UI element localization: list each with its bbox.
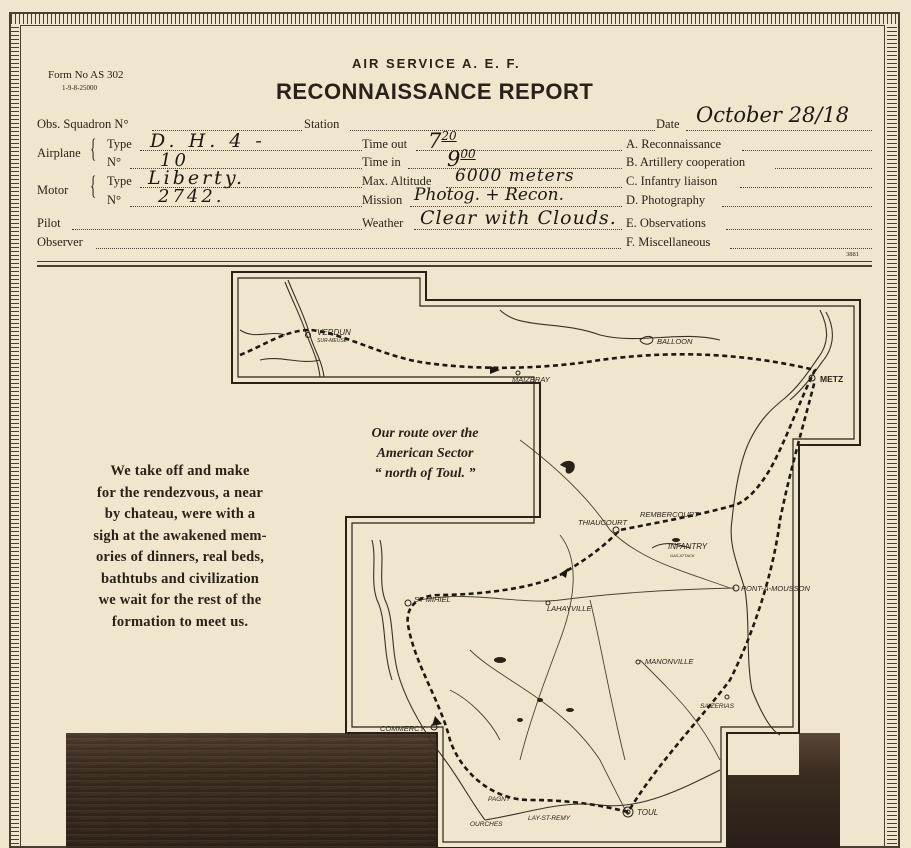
label-verdun: VERDUN [317, 328, 351, 337]
story-line-2: for the rendezvous, a near [96, 484, 264, 501]
story-line-3: by chateau, were with a [104, 506, 256, 522]
label-pagny: PAGNY [488, 796, 511, 803]
motor-no-label: N° [107, 193, 122, 207]
motor-type-value: Liberty. [148, 167, 246, 189]
time-in-hour: 9 [447, 147, 461, 171]
story-line-8: formation to meet us. [111, 613, 249, 630]
story-line-7: we wait for the rest of the [98, 592, 262, 608]
category-c: C. Infantry liaison [626, 174, 718, 188]
label-manonville: MANONVILLE [645, 657, 694, 666]
date-value: October 28/18 [696, 103, 850, 127]
airplane-label: Airplane [37, 146, 81, 160]
story-line-5: ories of dinners, real beds, [95, 549, 265, 565]
story-line-6: bathtubs and civilization [100, 570, 260, 587]
label-thiaucourt: THIAUCOURT [578, 518, 628, 527]
story-text [70, 461, 290, 633]
category-e: E. Observations [626, 216, 706, 230]
mission-value: Photog. + Recon. [414, 185, 564, 205]
time-out-label: Time out [362, 137, 408, 151]
motor-type-label: Type [107, 174, 132, 188]
corner-number: 3881 [846, 251, 859, 258]
label-pont-a-mousson: PONT-A-MOUSSON [741, 584, 810, 593]
motor-brace: { [90, 171, 97, 200]
airplane-type-value: D. H. 4 - [150, 130, 266, 152]
label-saizerias: SAIZERIAS [700, 703, 734, 710]
label-infantry: INFANTRY [668, 542, 708, 551]
observer-label: Observer [37, 235, 83, 249]
motor-label: Motor [37, 183, 69, 197]
label-st-mihiel: ST MIHIEL [414, 595, 451, 604]
category-a: A. Reconnaissance [626, 137, 722, 151]
mission-label: Mission [362, 193, 403, 207]
time-out-minutes: 20 [441, 129, 457, 143]
label-verdun-sub: SUR-MEUSE [317, 338, 348, 344]
label-balloon: BALLOON [657, 337, 693, 346]
label-ourches: OURCHES [470, 821, 503, 828]
label-commercy: COMMERCY [380, 724, 425, 733]
motor-no-value: 2742. [158, 186, 225, 207]
time-in-minutes: 00 [460, 147, 476, 161]
label-maizeray: MAIZERAY [512, 375, 550, 384]
map-caption [340, 424, 510, 484]
label-rembercourt: REMBERCOURT [640, 510, 699, 519]
max-altitude-label: Max. Altitude [362, 174, 432, 188]
max-altitude-value: 6000 meters [455, 166, 575, 186]
label-infantry-sub: GAS ATTACK [670, 553, 695, 558]
form-code: 1-9-8-25000 [62, 84, 97, 92]
label-toul: TOUL [637, 808, 659, 817]
obs-squadron-label: Obs. Squadron N° [37, 117, 129, 131]
story-line-4: sigh at the awakened mem- [93, 527, 267, 544]
weather-value: Clear with Clouds. [420, 207, 617, 229]
time-in-label: Time in [362, 155, 401, 169]
category-d: D. Photography [626, 193, 706, 207]
date-label: Date [656, 117, 680, 131]
airplane-no-label: N° [107, 155, 122, 169]
map-caption-line-3: “ north of Toul. ” [374, 466, 476, 481]
airplane-brace: { [90, 134, 97, 163]
story-line-1: We take off and make [110, 463, 250, 479]
page-title: RECONNAISSANCE REPORT [276, 79, 594, 104]
airplane-type-label: Type [107, 137, 132, 151]
station-label: Station [304, 117, 340, 131]
service-heading: AIR SERVICE A. E. F. [352, 56, 521, 71]
airplane-no-value: 10 [160, 150, 189, 171]
map-caption-line-1: Our route over the [371, 426, 479, 441]
label-lahayville: LAHAYVILLE [547, 604, 592, 613]
map-caption-line-2: American Sector [376, 446, 474, 461]
label-lay-st-remy: LAY-ST-REMY [528, 815, 571, 822]
time-out-hour: 7 [428, 129, 442, 153]
form-number: Form No AS 302 [48, 69, 124, 81]
category-b: B. Artillery cooperation [626, 155, 746, 169]
category-f: F. Miscellaneous [626, 235, 711, 249]
label-metz: METZ [820, 374, 844, 384]
pilot-label: Pilot [37, 216, 61, 230]
weather-label: Weather [362, 216, 404, 230]
